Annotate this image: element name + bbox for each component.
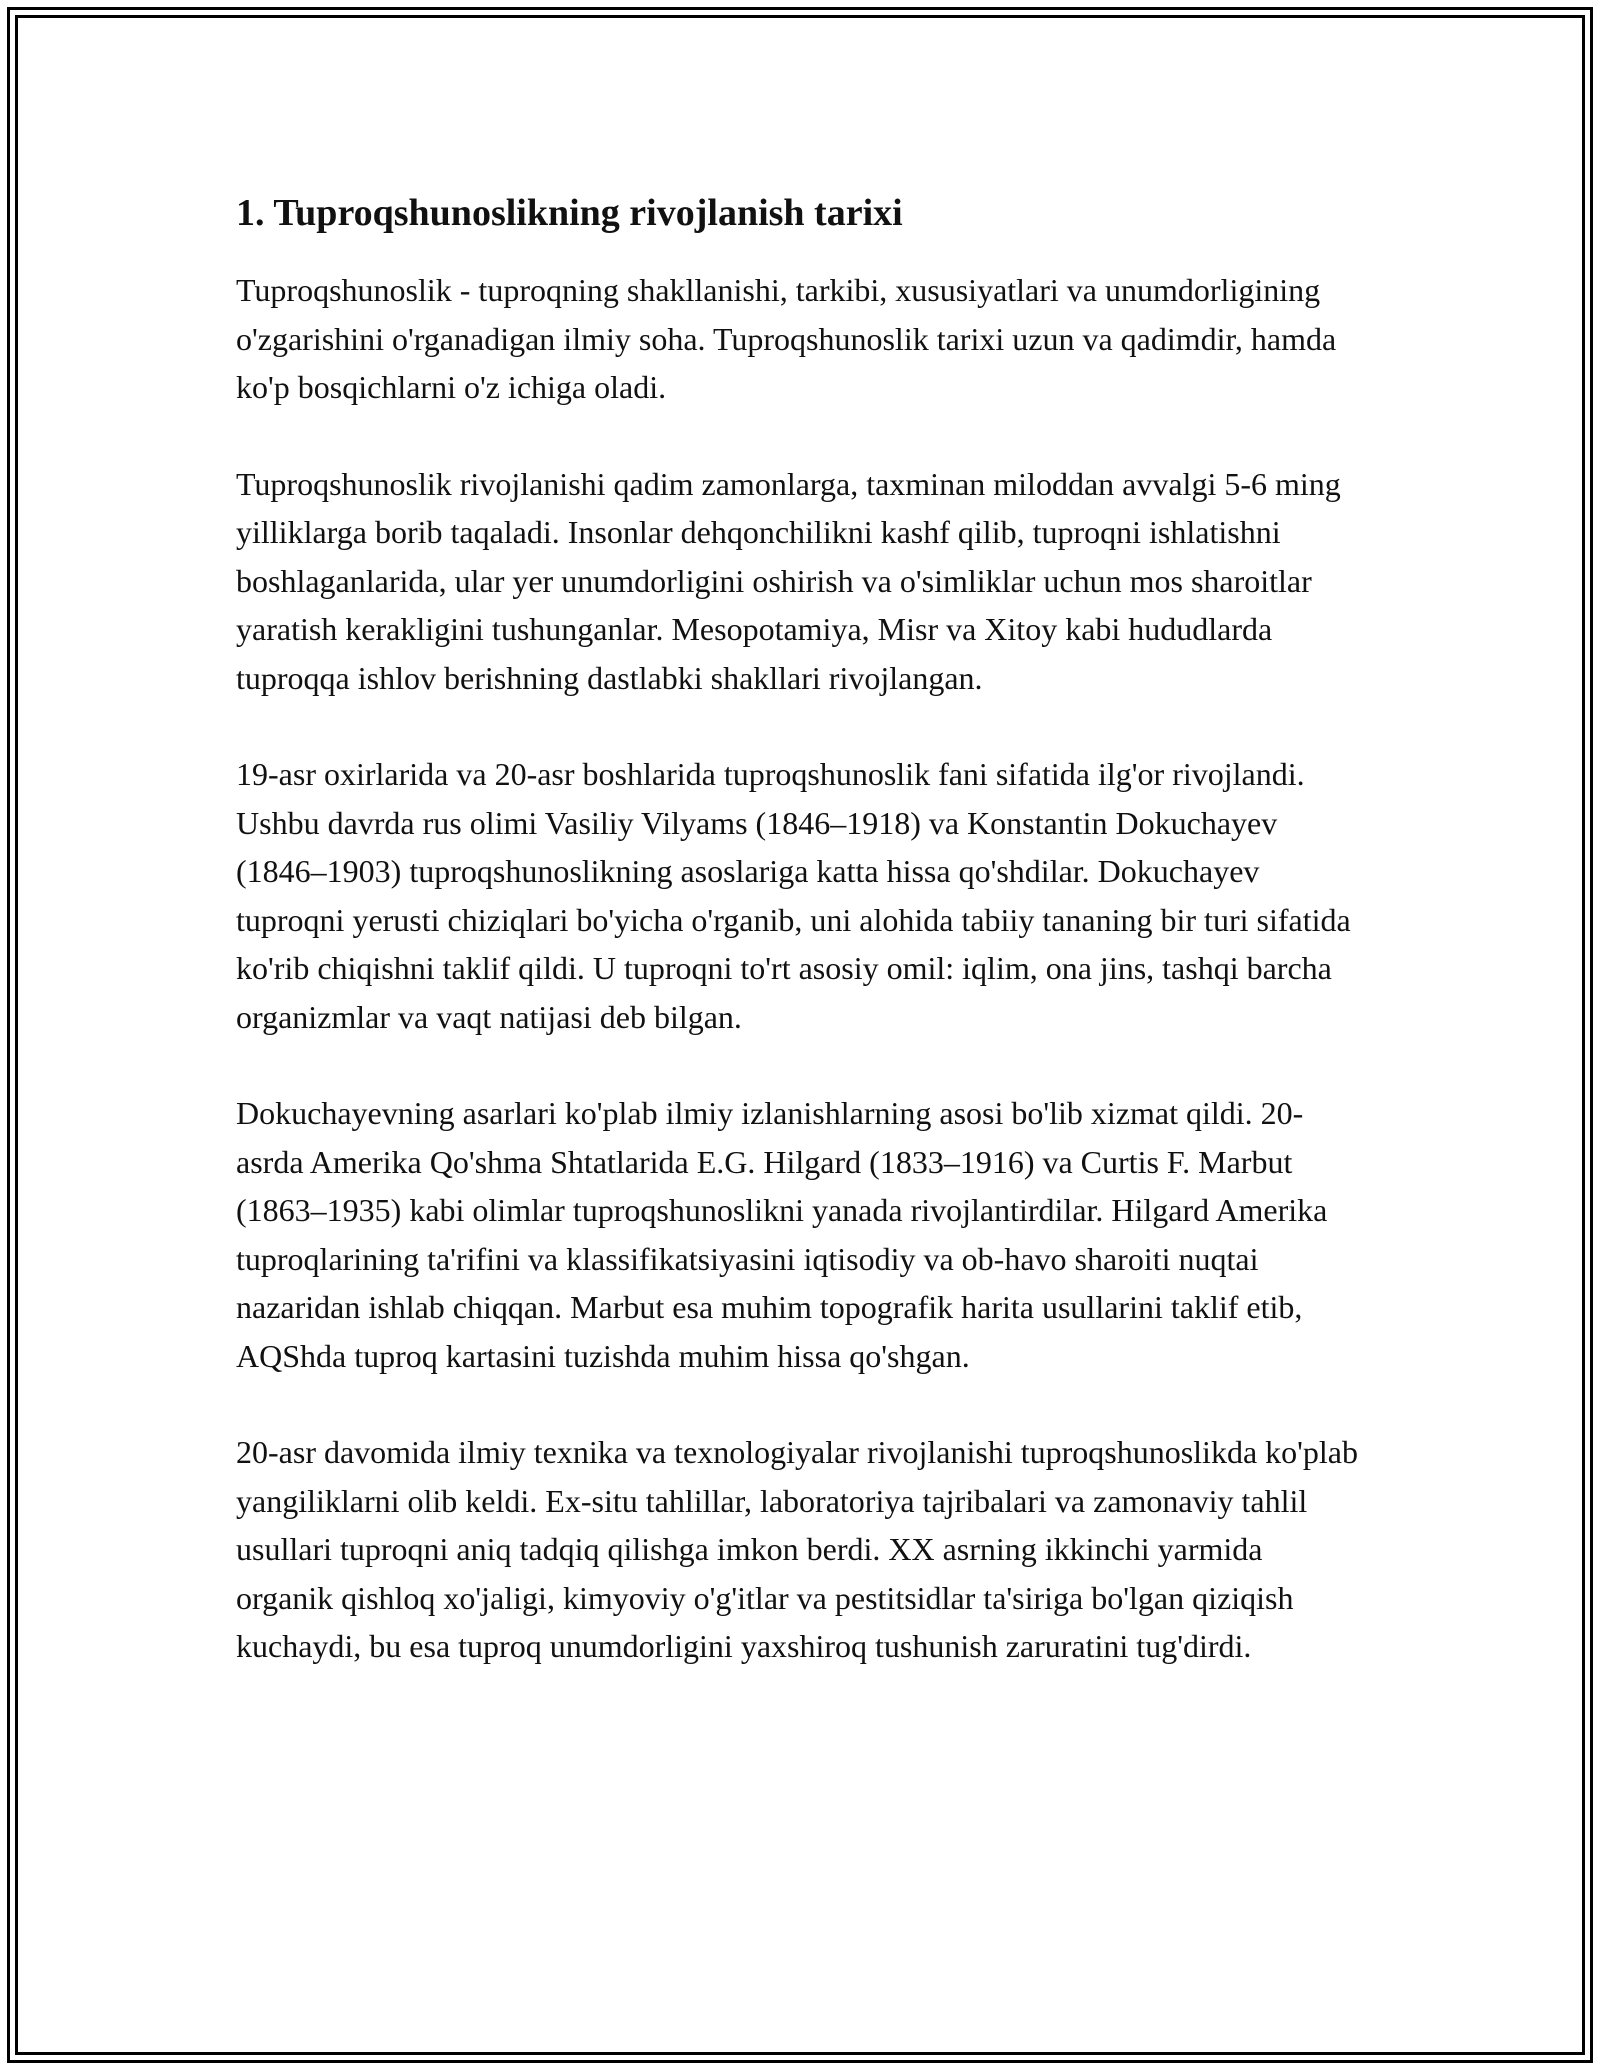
paragraph-5: 20-asr davomida ilmiy texnika va texnologiyalar rivojlanishi tuproqshunoslikda ko'plab yangiliklarni olib keldi. Ex-situ tahlillar, laboratoriya tajribalari va zamonaviy tahlil usullari tuproqni aniq tadqiq qilishga imkon berdi. XX asrning ikkinchi yarmida organik qishloq xo'jaligi, kimyoviy o'g'itlar va pestitsidlar ta'siriga bo'lgan qiziqish kuchaydi, bu esa tuproq unumdorligini yaxshiroq tushunish zaruratini tug'dirdi.	[236, 1434, 1358, 1664]
paragraph-3: 19-asr oxirlarida va 20-asr boshlarida tuproqshunoslik fani sifatida ilg'or rivojlandi. Ushbu davrda rus olimi Vasiliy Vilyams (1846–1918) va Konstantin Dokuchayev (1846–1903) tuproqshunoslikning asoslariga katta hissa qo'shdilar. Dokuchayev tuproqni yerusti chiziqlari bo'yicha o'rganib, uni alohida tabiiy tananing bir turi sifatida ko'rib chiqishni taklif qildi. U tuproqni to'rt asosiy omil: iqlim, ona jins, tashqi barcha organizmlar va vaqt natijasi deb bilgan.	[236, 756, 1351, 1035]
paragraph-2: Tuproqshunoslik rivojlanishi qadim zamonlarga, taxminan miloddan avvalgi 5-6 ming yilliklarga borib taqaladi. Insonlar dehqonchilikni kashf qilib, tuproqni ishlatishni boshlaganlarida, ular yer unumdorligini oshirish va o'simliklar uchun mos sharoitlar yaratish kerakligini tushunganlar. Mesopotamiya, Misr va Xitoy kabi hududlarda tuproqqa ishlov berishning dastlabki shakllari rivojlangan.	[236, 465, 1341, 696]
document-title: 1. Tuproqshunoslikning rivojlanish tarixi	[236, 192, 903, 234]
paragraph-4: Dokuchayevning asarlari ko'plab ilmiy izlanishlarning asosi bo'lib xizmat qildi. 20-asrda Amerika Qo'shma Shtatlarida E.G. Hilgard (1833–1916) va Curtis F. Marbut (1863–1935) kabi olimlar tuproqshunoslikni yanada rivojlantirdilar. Hilgard Amerika tuproqlarining ta'rifini va klassifikatsiyasini iqtisodiy va ob-havo sharoiti nuqtai nazaridan ishlab chiqqan. Marbut esa muhim topografik harita usullarini taklif etib, AQShda tuproq kartasini tuzishda muhim hissa qo'shgan.	[236, 1095, 1328, 1374]
document-body	[236, 186, 1366, 1719]
paragraph-1: Tuproqshunoslik - tuproqning shakllanishi, tarkibi, xususiyatlari va unumdorligining o'zgarishini o'rganadigan ilmiy soha. Tuproqshunoslik tarixi uzun va qadimdir, hamda ko'p bosqichlarni o'z ichiga oladi.	[236, 272, 1337, 405]
